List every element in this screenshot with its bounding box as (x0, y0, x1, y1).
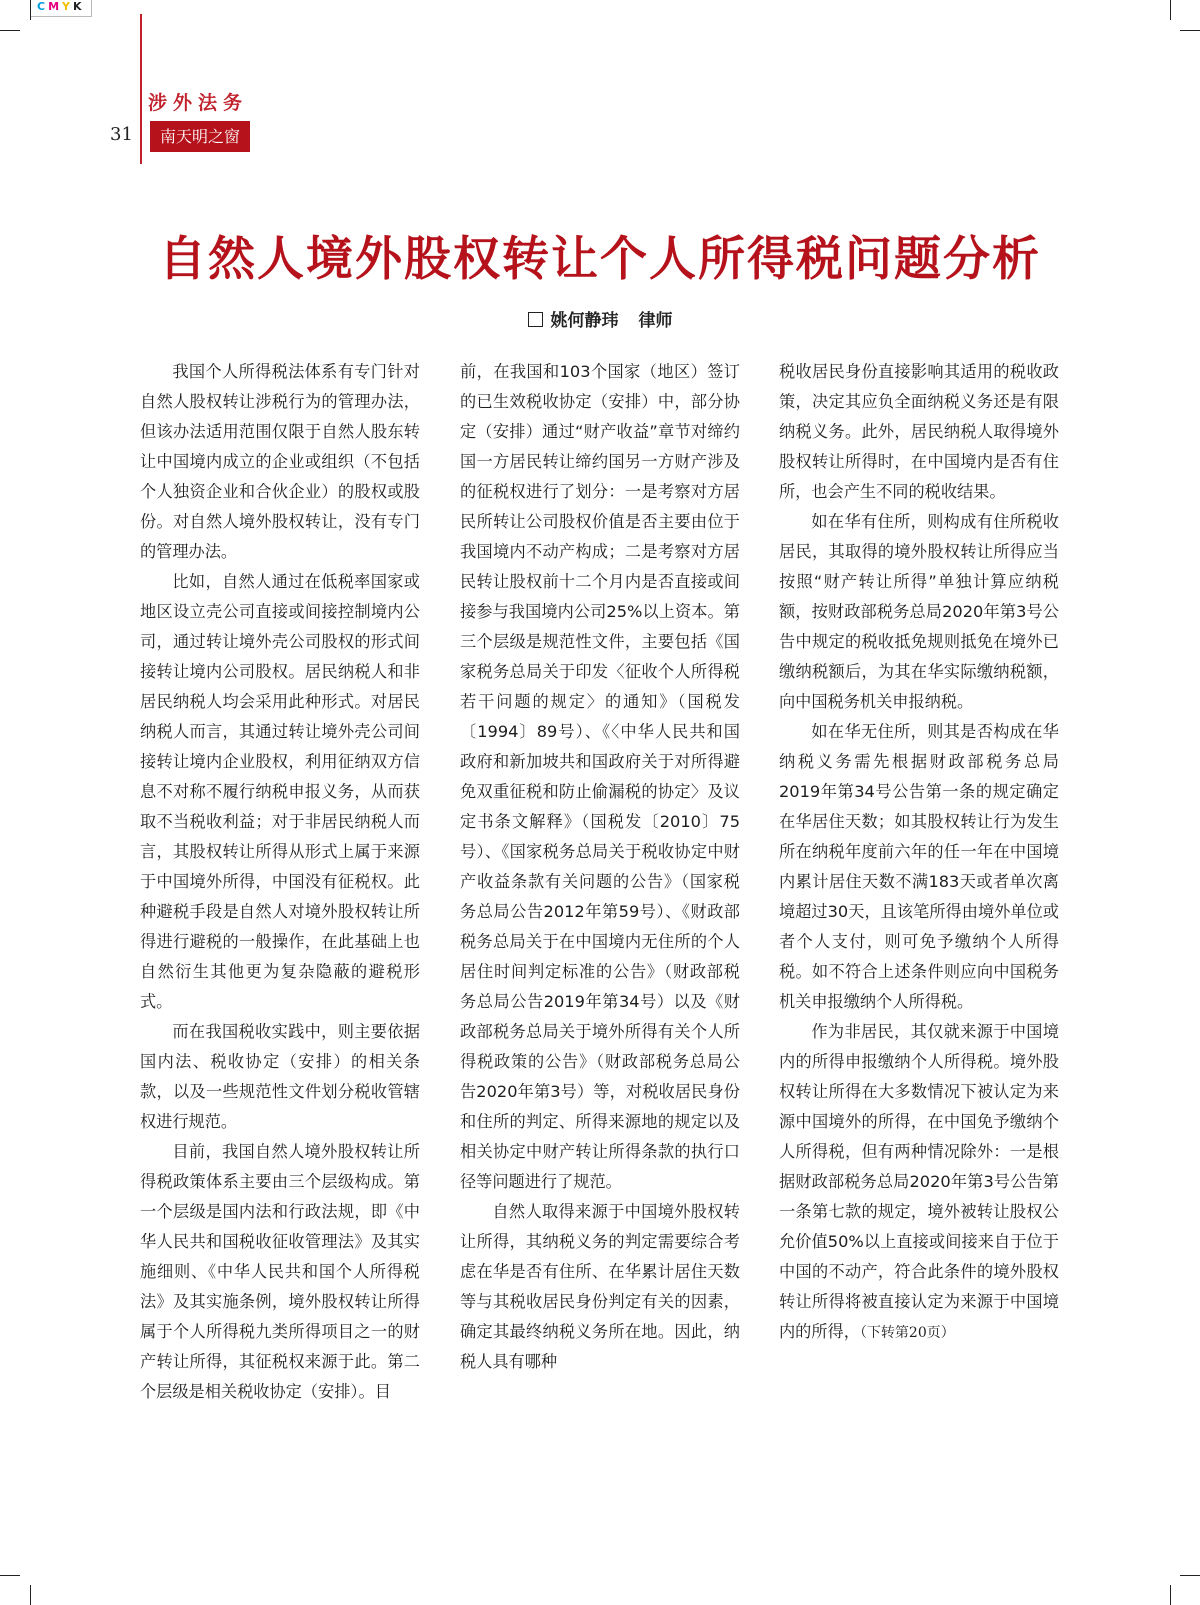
crop-mark-tr-h (1180, 30, 1200, 31)
crop-mark-br-v (1170, 1585, 1171, 1605)
paragraph: 自然人取得来源于中国境外股权转让所得，其纳税义务的判定需要综合考虑在华是否有住所、在华累计居住天数等与其税收居民身份判定有关的因素，确定其最终纳税义务所在地。因此，纳税人具有哪种 (460, 1202, 740, 1371)
cmyk-color-bar (30, 0, 92, 17)
paragraph: 我国个人所得税法体系有专门针对自然人股权转让涉税行为的管理办法，但该办法适用范围仅限于自然人股东转让中国境内成立的企业或组织（不包括个人独资企业和合伙企业）的股权或股份。对自然人境外股权转让，没有专门的管理办法。 (140, 362, 420, 561)
crop-mark-tl-v (30, 0, 31, 20)
cmyk-c: C (37, 0, 46, 13)
continued-note: （下转第20页） (859, 1325, 955, 1341)
author-name: 姚何静玮 (550, 311, 619, 331)
cmyk-k: K (73, 0, 82, 13)
paragraph (779, 1017, 1059, 1348)
crop-mark-bl-v (30, 1585, 31, 1605)
section-label: 涉外法务 (148, 92, 249, 114)
paragraph-text: 作为非居民，其仅就来源于中国境内的所得申报缴纳个人所得税。境外股权转让所得在大多数情况下被认定为来源中国境外的所得，在中国免予缴纳个人所得税，但有两种情况除外：一是根据财政部税务总局2020年第3号公告第一条第七款的规定，境外被转让股权公允价值50%以上直接或间接来自于位于中国的不动产，符合此条件的境外股权转让所得将被直接认定为来源于中国境内的所得， (779, 1022, 1059, 1341)
crop-mark-tl-h (0, 30, 20, 31)
page-number: 31 (110, 124, 133, 145)
paragraph: 比如，自然人通过在低税率国家或地区设立壳公司直接或间接控制境内公司，通过转让境外壳公司股权的形式间接转让境内公司股权。居民纳税人和非居民纳税人均会采用此种形式。对居民纳税人而言，其通过转让境外壳公司间接转让境内企业股权，利用征纳双方信息不对称不履行纳税申报义务，从而获取不当税收利益；对于非居民纳税人而言，其股权转让所得从形式上属于来源于中国境外所得，中国没有征税权。此种避税手段是自然人对境外股权转让所得进行避税的一般操作，在此基础上也自然衍生其他更为复杂隐蔽的避税形式。 (140, 572, 420, 1011)
paragraph: 目前，我国自然人境外股权转让所得税政策体系主要由三个层级构成。第一个层级是国内法和行政法规，即《中华人民共和国税收征收管理法》及其实施细则、《中华人民共和国个人所得税法》及其实施条例，境外股权转让所得属于个人所得税九类所得项目之一的财产转让所得，其征税权来源于此。第二个层级是相关税收协定（安排）。目 (140, 1142, 420, 1401)
crop-mark-tr-v (1170, 0, 1171, 20)
byline (0, 306, 1200, 331)
paragraph: 如在华有住所，则构成有住所税收居民，其取得的境外股权转让所得应当按照“财产转让所得”单独计算应纳税额，按财政部税务总局2020年第3号公告中规定的税收抵免规则抵免在境外已缴纳税额后，为其在华实际缴纳税额，向中国税务机关申报纳税。 (779, 512, 1059, 711)
text-column-3 (779, 357, 1059, 1348)
column-banner: 南天明之窗 (150, 121, 250, 152)
paragraph: 而在我国税收实践中，则主要依据国内法、税收协定（安排）的相关条款，以及一些规范性文件划分税收管辖权进行规范。 (140, 1022, 420, 1131)
text-column-1 (140, 357, 420, 1407)
paragraph: 税收居民身份直接影响其适用的税收政策，决定其应负全面纳税义务还是有限纳税义务。此外，居民纳税人取得境外股权转让所得时，在中国境内是否有住所，也会产生不同的税收结果。 (779, 362, 1059, 501)
crop-mark-br-h (1180, 1575, 1200, 1576)
header-rule (140, 14, 142, 164)
paragraph: 如在华无住所，则其是否构成在华纳税义务需先根据财政部税务总局2019年第34号公告第一条的规定确定在华居住天数；如其股权转让行为发生所在纳税年度前六年的任一年在中国境内累计居住天数不满183天或者单次离境超过30天，且该笔所得由境外单位或者个人支付，则可免予缴纳个人所得税。如不符合上述条件则应向中国税务机关申报缴纳个人所得税。 (779, 722, 1059, 1011)
author-title: 律师 (638, 311, 673, 331)
paragraph: 前，在我国和103个国家（地区）签订的已生效税收协定（安排）中，部分协定（安排）通过“财产收益”章节对缔约国一方居民转让缔约国另一方财产涉及的征税权进行了划分：一是考察对方居民所转让公司股权价值是否主要由位于我国境内不动产构成；二是考察对方居民转让股权前十二个月内是否直接或间接参与我国境内公司25%以上资本。第三个层级是规范性文件，主要包括《国家税务总局关于印发〈征收个人所得税若干问题的规定〉的通知》（国税发〔1994〕89号）、《〈中华人民共和国政府和新加坡共和国政府关于对所得避免双重征税和防止偷漏税的协定〉及议定书条文解释》（国税发〔2010〕75号）、《国家税务总局关于税收协定中财产收益条款有关问题的公告》（国家税务总局公告2012年第59号）、《财政部税务总局关于在中国境内无住所的个人居住时间判定标准的公告》（财政部税务总局公告2019年第34号）以及《财政部税务总局关于境外所得有关个人所得税政策的公告》（财政部税务总局公告2020年第3号）等，对税收居民身份和住所的判定、所得来源地的规定以及相关协定中财产转让所得条款的执行口径等问题进行了规范。 (460, 362, 740, 1191)
cmyk-y: Y (62, 0, 70, 13)
crop-mark-bl-h (0, 1575, 20, 1576)
byline-box-icon (528, 312, 543, 327)
article-title: 自然人境外股权转让个人所得税问题分析 (159, 232, 1041, 287)
text-column-2 (460, 357, 740, 1377)
cmyk-m: M (48, 0, 60, 13)
